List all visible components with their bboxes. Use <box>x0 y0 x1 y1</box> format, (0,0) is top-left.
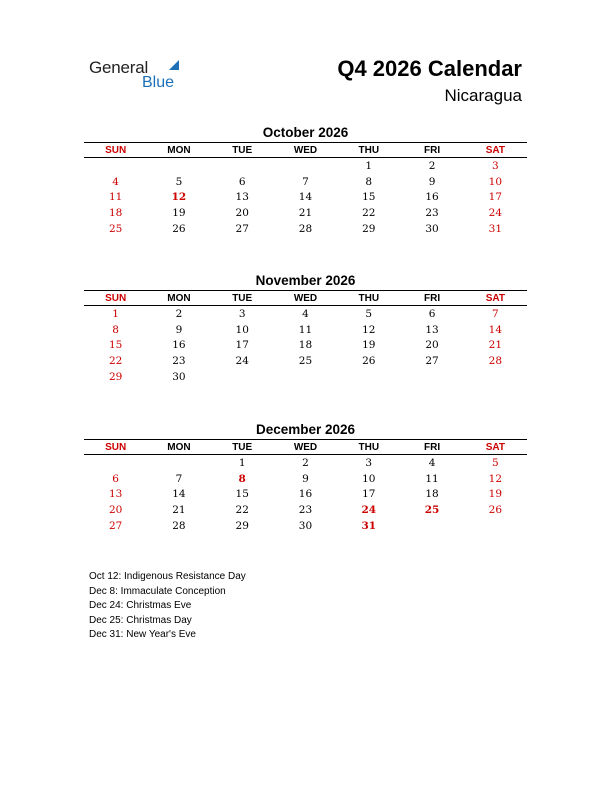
day-cell: 19 <box>488 488 503 501</box>
day-cell: 9 <box>302 472 309 485</box>
day-cell: 25 <box>298 354 313 367</box>
day-cell: 27 <box>108 519 123 532</box>
day-cell: 2 <box>302 456 309 469</box>
day-cell: 10 <box>488 175 503 188</box>
day-cell: 3 <box>365 456 373 469</box>
day-cell: 20 <box>425 339 439 352</box>
day-cell: 25 <box>424 503 440 516</box>
week-row <box>84 221 527 237</box>
week-row <box>84 455 527 471</box>
empty-cell <box>84 158 147 174</box>
weekday-wed: WED <box>293 292 318 304</box>
holiday-item: Dec 24: Christmas Eve <box>89 600 192 611</box>
weekday-mon: MON <box>167 144 191 156</box>
day-cell: 21 <box>488 339 503 352</box>
weekday-wed: WED <box>293 144 318 156</box>
empty-cell <box>337 369 400 385</box>
holiday-item: Dec 8: Immaculate Conception <box>89 585 226 597</box>
day-cell: 20 <box>108 503 123 516</box>
day-cell: 28 <box>172 519 186 532</box>
day-cell: 27 <box>235 222 249 235</box>
day-cell: 12 <box>488 472 503 485</box>
weekday-tue: TUE <box>232 292 253 304</box>
empty-cell <box>211 369 274 385</box>
empty-cell <box>147 158 210 174</box>
month-december <box>84 421 527 533</box>
day-cell: 13 <box>235 191 249 204</box>
weekday-sat: SAT <box>485 441 505 453</box>
day-cell: 8 <box>238 472 246 485</box>
day-cell: 25 <box>108 222 123 235</box>
day-cell: 26 <box>172 222 186 235</box>
day-cell: 12 <box>171 191 187 204</box>
day-cell: 14 <box>172 488 186 501</box>
weekday-mon: MON <box>167 441 191 453</box>
logo-word-general: General <box>89 58 149 77</box>
day-cell: 31 <box>488 222 503 235</box>
day-cell: 2 <box>175 307 183 320</box>
day-cell: 1 <box>112 307 119 320</box>
day-cell: 15 <box>235 488 249 501</box>
weekday-wed: WED <box>293 441 318 453</box>
day-cell: 12 <box>362 323 376 336</box>
month-grid <box>84 291 527 384</box>
day-cell: 13 <box>425 323 439 336</box>
week-row <box>84 518 527 534</box>
page-title: Q4 2026 Calendar <box>337 56 522 81</box>
day-cell: 24 <box>235 354 249 367</box>
week-row <box>84 189 527 205</box>
empty-cell <box>274 369 337 385</box>
empty-cell <box>400 369 463 385</box>
weekday-fri: FRI <box>423 292 441 304</box>
weekday-sat: SAT <box>485 144 505 156</box>
day-cell: 26 <box>362 354 376 367</box>
day-cell: 29 <box>235 519 249 532</box>
generalblue-logo <box>89 58 189 94</box>
day-cell: 11 <box>425 472 439 485</box>
weekday-sun: SUN <box>105 441 127 453</box>
week-row <box>84 205 527 221</box>
day-cell: 17 <box>362 488 376 501</box>
empty-cell <box>464 518 527 534</box>
empty-cell <box>274 158 337 174</box>
day-cell: 7 <box>302 175 309 188</box>
day-cell: 5 <box>365 307 373 320</box>
week-row <box>84 158 527 174</box>
month-title: November 2026 <box>255 273 356 288</box>
month-grid <box>84 440 527 533</box>
day-cell: 10 <box>235 323 249 336</box>
day-cell: 22 <box>362 206 376 219</box>
day-cell: 29 <box>362 222 376 235</box>
day-cell: 19 <box>362 339 376 352</box>
day-cell: 14 <box>298 191 313 204</box>
day-cell: 30 <box>298 519 313 532</box>
day-cell: 3 <box>492 159 499 172</box>
day-cell: 6 <box>112 472 119 485</box>
empty-cell <box>464 369 527 385</box>
week-row <box>84 174 527 190</box>
day-cell: 1 <box>238 456 246 469</box>
week-row <box>84 306 527 322</box>
weekday-tue: TUE <box>232 144 253 156</box>
month-november <box>84 272 527 384</box>
day-cell: 28 <box>298 222 313 235</box>
day-cell: 21 <box>298 206 313 219</box>
logo-triangle-icon <box>169 60 179 70</box>
day-cell: 30 <box>172 370 186 383</box>
day-cell: 16 <box>298 488 313 501</box>
weekday-sat: SAT <box>485 292 505 304</box>
day-cell: 4 <box>428 456 436 469</box>
day-cell: 1 <box>365 159 373 172</box>
day-cell: 21 <box>172 503 186 516</box>
day-cell: 20 <box>235 206 249 219</box>
day-cell: 17 <box>488 191 503 204</box>
week-row <box>84 369 527 385</box>
weekday-thu: THU <box>358 441 380 453</box>
holiday-list <box>89 570 246 643</box>
month-title: December 2026 <box>255 422 356 437</box>
day-cell: 18 <box>108 206 123 219</box>
week-row <box>84 471 527 487</box>
weekday-thu: THU <box>358 292 380 304</box>
day-cell: 17 <box>235 339 249 352</box>
weekday-mon: MON <box>167 292 191 304</box>
empty-cell <box>400 518 463 534</box>
day-cell: 11 <box>298 323 313 336</box>
day-cell: 7 <box>175 472 183 485</box>
day-cell: 3 <box>238 307 246 320</box>
day-cell: 6 <box>238 175 246 188</box>
day-cell: 4 <box>302 307 309 320</box>
empty-cell <box>211 158 274 174</box>
week-row <box>84 337 527 353</box>
day-cell: 29 <box>108 370 123 383</box>
day-cell: 22 <box>235 503 249 516</box>
weekday-sun: SUN <box>105 292 127 304</box>
week-row <box>84 486 527 502</box>
holiday-item: Oct 12: Indigenous Resistance Day <box>89 571 246 582</box>
logo-word-blue: Blue <box>142 74 175 91</box>
weekday-tue: TUE <box>232 441 253 453</box>
day-cell: 6 <box>428 307 436 320</box>
month-grid <box>84 143 527 236</box>
day-cell: 23 <box>172 354 186 367</box>
day-cell: 28 <box>488 354 503 367</box>
day-cell: 26 <box>488 503 503 516</box>
week-row <box>84 502 527 518</box>
weekday-fri: FRI <box>423 144 441 156</box>
day-cell: 9 <box>175 323 183 336</box>
day-cell: 24 <box>361 503 377 516</box>
day-cell: 10 <box>362 472 376 485</box>
day-cell: 18 <box>298 339 313 352</box>
holiday-item: Dec 31: New Year's Eve <box>89 629 196 640</box>
country-name: Nicaragua <box>444 86 522 105</box>
month-title: October 2026 <box>262 125 349 140</box>
week-row <box>84 353 527 369</box>
day-cell: 31 <box>361 519 377 532</box>
day-cell: 14 <box>488 323 503 336</box>
day-cell: 16 <box>172 339 186 352</box>
day-cell: 11 <box>108 191 123 204</box>
empty-cell <box>147 455 210 471</box>
day-cell: 4 <box>112 175 119 188</box>
day-cell: 27 <box>425 354 439 367</box>
day-cell: 30 <box>425 222 439 235</box>
day-cell: 16 <box>425 191 439 204</box>
day-cell: 7 <box>492 307 499 320</box>
day-cell: 22 <box>108 354 123 367</box>
month-october <box>84 124 527 236</box>
weekday-sun: SUN <box>105 144 127 156</box>
day-cell: 9 <box>428 175 436 188</box>
day-cell: 19 <box>172 206 186 219</box>
week-row <box>84 322 527 338</box>
day-cell: 23 <box>298 503 313 516</box>
day-cell: 13 <box>108 488 123 501</box>
day-cell: 18 <box>425 488 439 501</box>
day-cell: 24 <box>488 206 503 219</box>
holiday-item: Dec 25: Christmas Day <box>89 614 192 626</box>
day-cell: 23 <box>425 206 439 219</box>
day-cell: 15 <box>108 339 123 352</box>
day-cell: 2 <box>428 159 436 172</box>
weekday-thu: THU <box>358 144 380 156</box>
day-cell: 15 <box>362 191 376 204</box>
day-cell: 5 <box>492 456 499 469</box>
day-cell: 8 <box>112 323 119 336</box>
day-cell: 8 <box>365 175 373 188</box>
day-cell: 5 <box>175 175 183 188</box>
weekday-fri: FRI <box>423 441 441 453</box>
empty-cell <box>84 455 147 471</box>
